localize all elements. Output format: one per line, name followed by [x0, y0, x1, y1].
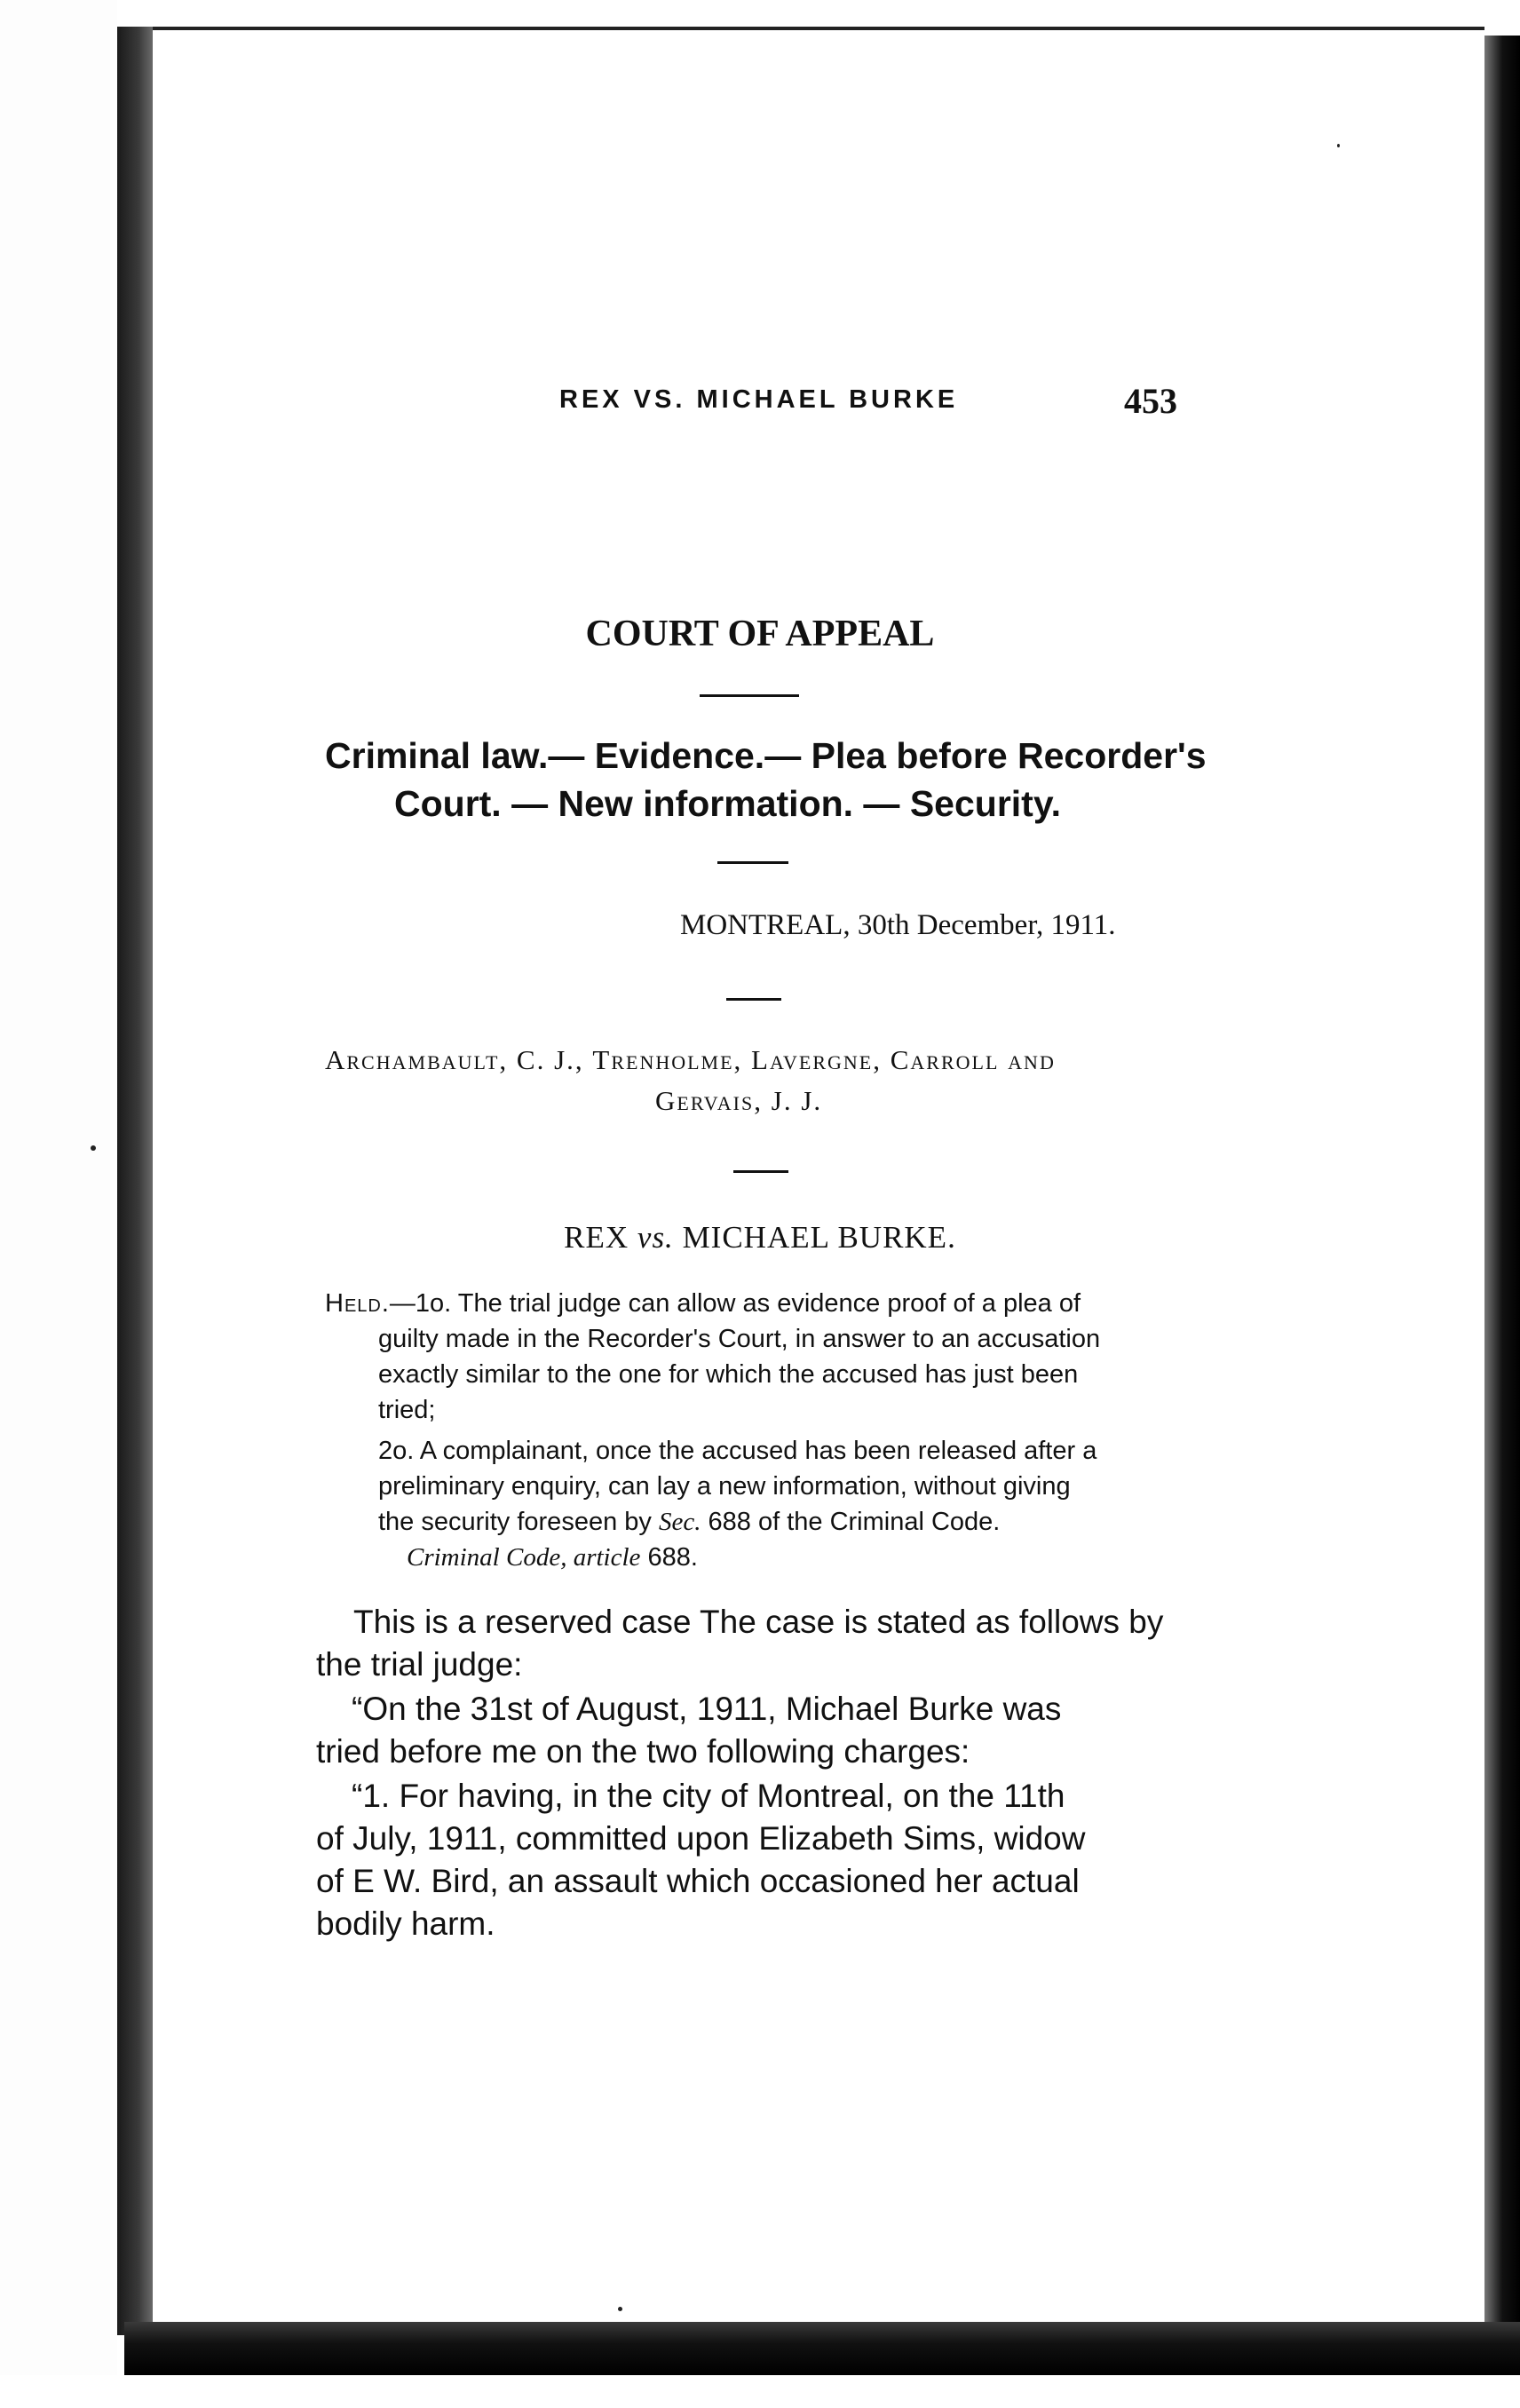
- judge-names: Trenholme, Lavergne, Carroll and: [592, 1044, 1056, 1075]
- spine-shadow: [117, 27, 153, 2335]
- body-line: tried before me on the two following charges:: [316, 1733, 970, 1770]
- divider: [726, 998, 781, 1001]
- held-text: —1o. The trial judge can allow as evidence proof of a plea of: [389, 1289, 1081, 1318]
- page-number: 453: [1124, 381, 1177, 421]
- held-text: 688 of the Criminal Code.: [708, 1508, 1001, 1536]
- body-line: “1. For having, in the city of Montreal, on the 11th: [352, 1778, 1065, 1814]
- citation-italic: Criminal Code, article: [407, 1543, 641, 1572]
- divider: [700, 694, 799, 697]
- held-line: [378, 1508, 1000, 1537]
- held-line: exactly similar to the one for which the accused has just been: [378, 1360, 1079, 1389]
- judge-name: Archambault,: [325, 1044, 509, 1075]
- scan-speck: [91, 1145, 96, 1151]
- held-line: [325, 1289, 1081, 1319]
- scan-speck: [618, 2307, 622, 2311]
- body-line: bodily harm.: [316, 1905, 495, 1942]
- divider: [733, 1170, 788, 1173]
- judge-title: C. J.,: [516, 1044, 584, 1075]
- right-page-edge: [1484, 36, 1520, 2353]
- headnote-line-2: Court. — New information. — Security.: [394, 783, 1061, 824]
- body-line: “On the 31st of August, 1911, Michael Burke was: [352, 1691, 1062, 1727]
- judges-line-1: [325, 1044, 1056, 1076]
- judge-title: J. J.: [771, 1085, 823, 1116]
- headnote-line-1: Criminal law.— Evidence.— Plea before Recorder's: [325, 735, 1207, 776]
- held-citation: [407, 1543, 698, 1572]
- bottom-page-edge: [124, 2322, 1520, 2375]
- body-line: of E W. Bird, an assault which occasioned her actual: [316, 1863, 1080, 1899]
- body-line: the trial judge:: [316, 1646, 523, 1683]
- case-title: [0, 1220, 1520, 1255]
- held-line: 2o. A complainant, once the accused has been released after a: [378, 1437, 1097, 1465]
- case-vs: vs.: [637, 1220, 674, 1255]
- scan-speck: [1337, 144, 1340, 147]
- body-line: of July, 1911, committed upon Elizabeth Sims, widow: [316, 1820, 1086, 1857]
- held-line: preliminary enquiry, can lay a new information, without giving: [378, 1472, 1071, 1501]
- held-label: Held.: [325, 1289, 390, 1318]
- held-line: guilty made in the Recorder's Court, in answer to an accusation: [378, 1325, 1101, 1353]
- held-text: the security foreseen by: [378, 1508, 652, 1536]
- court-title: COURT OF APPEAL: [585, 614, 935, 654]
- dateline: MONTREAL, 30th December, 1911.: [680, 909, 1116, 941]
- body-line: This is a reserved case The case is stated as follows by: [353, 1604, 1164, 1640]
- page: [153, 27, 1484, 2339]
- running-head: REX VS. MICHAEL BURKE: [559, 385, 959, 414]
- held-line: tried;: [378, 1396, 436, 1424]
- judges-line-2: [655, 1085, 822, 1117]
- judge-name: Gervais,: [655, 1085, 763, 1116]
- case-defendant: MICHAEL BURKE.: [682, 1220, 956, 1255]
- bottom-margin: [0, 2375, 1520, 2408]
- held-sec: Sec.: [658, 1508, 701, 1536]
- citation-number: 688.: [647, 1543, 698, 1572]
- divider: [717, 861, 788, 864]
- left-page-edge: [0, 0, 117, 2408]
- case-plaintiff: REX: [564, 1220, 629, 1255]
